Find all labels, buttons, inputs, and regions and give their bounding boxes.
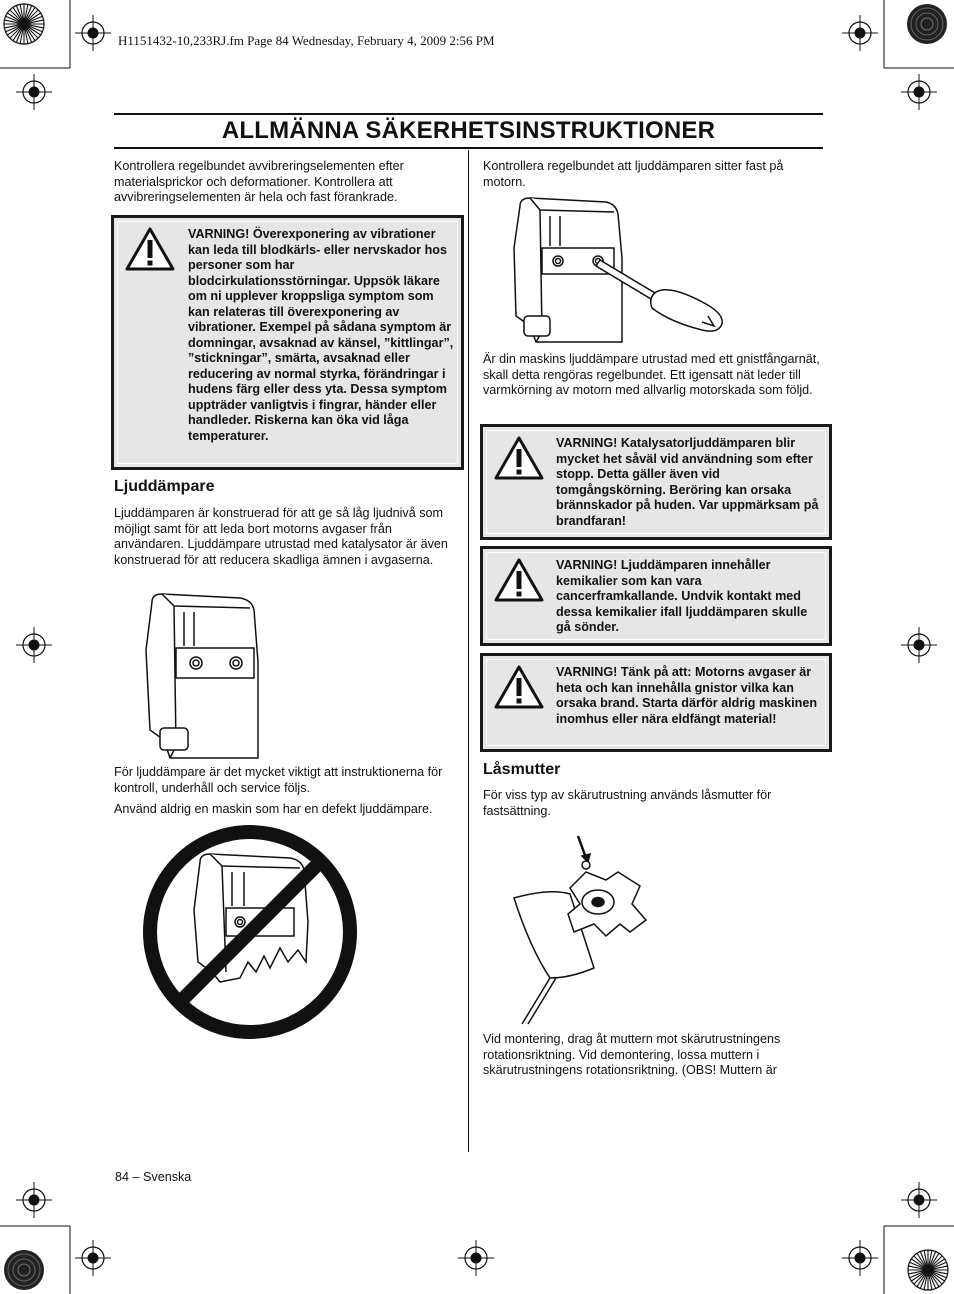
muffler-illustration [140,590,270,762]
locknut-illustration [510,828,660,1028]
defective-muffler-prohibited-illustration [140,822,362,1044]
check-fixed-paragraph: Kontrollera regelbundet att ljuddämparen sitter fast på motorn. [483,159,784,189]
muffler-heading: Ljuddämpare [114,478,215,495]
warning-catalytic-text: VARNING! Katalysatorljuddämparen blir mycket het såväl vid användning som efter stopp. Detta gäller även vid tomgångskörning. Beröring kan orsaka brännskador på huden. Var uppmärksam på brandfaran! [556,436,819,528]
warning-triangle-icon [493,664,545,710]
title-rule-top [114,113,823,115]
left-intro-paragraph: Kontrollera regelbundet avvibreringselementen efter materialsprickor och deformationer. Kontrollera att avvibreringselementen är hela och fast förankrade. [114,159,404,205]
muffler-paragraph: Ljuddämparen är konstruerad för att ge så låg ljudnivå som möjligt samt för att leda bort motorns avgaser från användaren. Ljuddämpare utrustad med katalysator är även konstruerad för att reducera skadliga ämnen i avgaserna. [114,506,448,567]
warning-triangle-icon [124,226,176,272]
warning-vibration-text: VARNING! Överexponering av vibrationer kan leda till blodkärls- eller nervskador hos personer som har blodcirkulationsstörningar. Uppsök läkare om ni upplever kroppsliga symptom som kan relateras till överexponering av vibrationer. Exempel på sådana symptom är domningar, avsaknad av känsel, ”kittlingar”, ”stickningar”, smärta, avsaknad eller reducering av normal styrka, förändringar i hudens färg eller dess yta. Dessa symptom uppträder vanligtvis i fingrar, händer eller handleder. Riskerna kan öka vid låga temperaturer. [188,227,454,443]
warning-box-vibration [111,215,464,470]
spark-screen-paragraph: Är din maskins ljuddämpare utrustad med ett gnistfångarnät, skall detta rengöras regelbundet. Ett igensatt nät leder till varmkörning av motorn med allvarlig motorskada som följd. [483,352,820,398]
warning-box-catalytic [480,424,832,540]
muffler-never: Använd aldrig en maskin som har en defekt ljuddämpare. [114,802,433,816]
page-footer: 84 – Svenska [115,1170,192,1184]
warning-box-exhaust [480,653,832,752]
warning-box-chemicals [480,546,832,646]
warning-chemicals-text: VARNING! Ljuddämparen innehåller kemikalier som kan vara cancerframkallande. Undvik kontakt med dessa kemikalier ifall ljuddämparen skulle gå sönder. [556,558,808,634]
title-rule-bottom [114,147,823,149]
locknut-heading: Låsmutter [483,761,561,778]
page-title: ALLMÄNNA SÄKERHETSINSTRUKTIONER [221,117,716,144]
warning-triangle-icon [493,435,545,481]
warning-triangle-icon [493,557,545,603]
column-divider [468,150,469,1152]
mounting-paragraph: Vid montering, drag åt muttern mot skärutrustningens rotationsriktning. Vid demontering, lossa muttern i skärutrustningens rotationsriktning. (OBS! Muttern är [483,1032,781,1078]
muffler-instructions: För ljuddämpare är det mycket viktigt att instruktionerna för kontroll, underhåll och service följs. [114,765,443,795]
file-header: H1151432-10,233RJ.fm Page 84 Wednesday, February 4, 2009 2:56 PM [118,33,495,48]
muffler-screwdriver-illustration [510,196,730,346]
warning-exhaust-text: VARNING! Tänk på att: Motorns avgaser är heta och kan innehålla gnistor vilka kan orsaka brand. Starta därför aldrig maskinen inomhus eller nära eldfängt material! [556,665,818,726]
locknut-paragraph: För viss typ av skärutrustning används låsmutter för fastsättning. [483,788,772,818]
